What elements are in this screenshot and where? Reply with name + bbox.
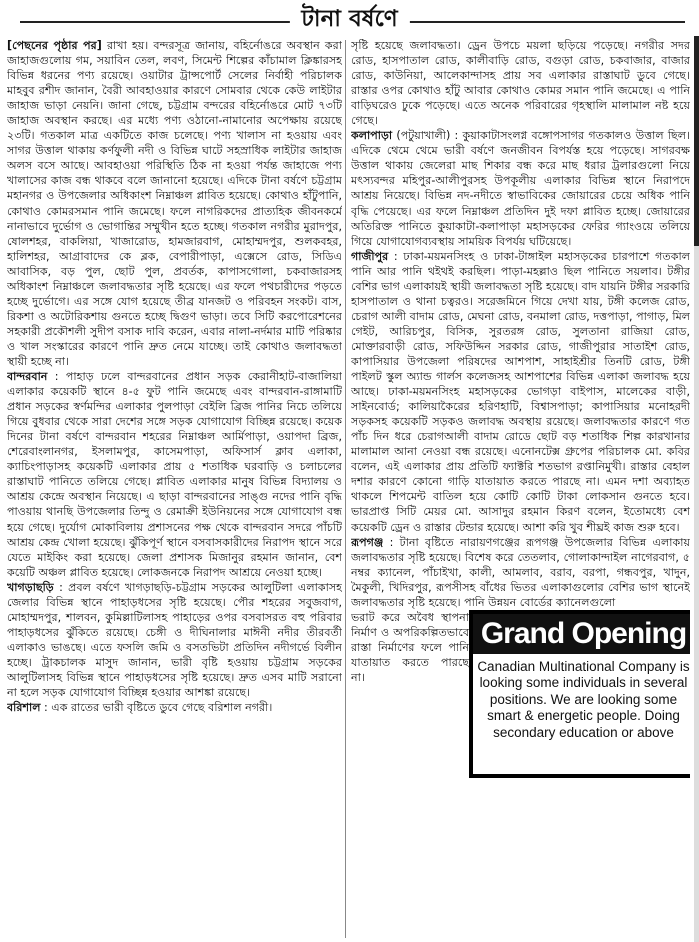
- paragraph: [7, 700, 342, 715]
- adjacent-page-edge: [694, 36, 699, 942]
- paragraph-text: রাখা হয়। বন্দরসূত্র জানায়, বহির্নোঙরে অবস্থান করা জাহাজগুলোয় গম, সয়াবিন তেল, লবণ, সিমেন্ট শিল্পের কাঁচামাল ক্লিঙ্কারসহ বিভিন্ন ধরনের পণ্য রয়েছে। ওয়াটার ট্রান্সপোর্ট সেলের নির্বাহী পরিচালক মাহবুব রশীদ জানান, বৈরী আবহাওয়ার কারণে সোমবার থেকে কেউ লাইটার জাহাজ ভাড়া নেয়নি। জানা গেছে, চট্টগ্রাম বন্দরের বহির্নোঙরে মোট ৭৩টি জাহাজ অবস্থান করছে। এর মধ্যে পণ্য ওঠানো-নামানোর অপেক্ষায় রয়েছে ২৩টি। গতকাল মাত্র একটিতে কাজ চলেছে। পণ্য খালাস না হওয়ায় এবং সাগর উত্তাল থাকায় কর্ণফুলী নদী ও বিভিন্ন ঘাটে সহস্রাধিক লাইটার জাহাজ অলস বসে আছে। আবহাওয়া পরিস্থিতি ঠিক না হওয়া পর্যন্ত জাহাজে পণ্য খালাসের কাজ বন্ধ থাকবে বলে জানানো হয়েছে। এদিকে টানা বর্ষণে চট্টগ্রাম মহানগর ও উপজেলার অধিকাংশ নিম্নাঞ্চল প্লাবিত হয়েছে। কোথাও হাঁটুপানি, কোথাও কোমরসমান পানি জমেছে। ফলে নাগরিকদের প্রাত্যহিক জীবনকর্মে নানাভাবে দুর্ভোগ ও ভোগান্তির সম্মুখীন হতে হচ্ছে। গতকাল নগরীর মুরাদপুর, ষোলশহর, বাকলিয়া, খাজারোড, হামজারবাগ, মোহাম্মদপুর, শুলকবহর, হালিশহর, আগ্রাবাদের কে ব্লক, বেপারীপাড়া, এক্সেসে রোড, সিডিএ আবাসিক, বড় পুল, ছোট পুল, প্রবর্তক, কাপাসগোলা, চকবাজারসহ অধিকাংশ নিম্নাঞ্চলে জলাবদ্ধতার সৃষ্টি হয়েছে। এর ফলে পথচারীদের পড়তে হচ্ছে দুর্ভোগে। এর সঙ্গে যোগ হয়েছে তীব্র যানজট ও পরিবহন সংকট। বাস, রিকশা ও অটোরিকশায় গুনতে হচ্ছে দ্বিগুণ ভাড়া। তবে সিটি করপোরেশনের সহকারী প্রকৌশলী সুদীপ বসাক দাবি করেন, এবার নালা-নর্দমার মাটি পরিষ্কার ও খাল সংস্কারের কারণে পানি দ্রুত নেমে যাচ্ছে। তাই কোথাও জলাবদ্ধতা স্থায়ী হচ্ছে না।: [7, 39, 342, 368]
- paragraph-text: : পাহাড় ঢলে বান্দরবানের প্রধান সড়ক কেরানীহাট-বাজালিয়া এলাকার কয়েকটি স্থানে ৪-৫ ফুট পানি জমেছে এবং বান্দরবান-রাঙ্গামাটি প্রধান সড়কের স্বর্ণমন্দির এলাকার পুলপাড়া বেইলি ব্রিজ পানির নিচে তলিয়ে গিয়ে বুধবার থেকে সারা দেশের সঙ্গে সড়ক যোগাযোগ বিচ্ছিন্ন রয়েছে। কয়েক দিনের টানা বর্ষণে বান্দরবান শহরের নিম্নাঞ্চল আর্মিপাড়া, ওয়াপদা ব্রিজ, শেরেবাংলানগর, ইসলামপুর, কাসেমপাড়া, অফিসার্স ক্লাব এলাকা, ক্যাচিংপাড়াসহ কয়েকটি এলাকার প্রায় ৫ শতাধিক ঘরবাড়ি ও চলাচলের রাস্তাঘাট পানিতে তলিয়ে গেছে। প্লাবিত এলাকার মানুষ বিভিন্ন বিদ্যালয় ও আশ্রয় কেন্দ্রে অবস্থান নিয়েছে। এ ছাড়া বান্দরবানের সাঙ্গু নদের পানি বৃদ্ধি পাওয়ায় থানছি উপজেলার তিন্দু ও রেমাক্রী ইউনিয়নের সঙ্গে যোগাযোগ বন্ধ হয়ে গেছে। দুর্যোগ মোকাবিলায় প্রশাসনের পক্ষ থেকে বান্দরবান সদরে পাঁচটি আশ্রয় কেন্দ্র খোলা হয়েছে। ঝুঁকিপূর্ণ স্থানে বসবাসকারীদের নিরাপদ স্থানে সরে যেতে মাইকিং করা হয়েছে। জেলা প্রশাসক মিজানুর রহমান জানান, বেশ কয়েটি অঞ্চল প্লাবিত হয়েছে। লোকজনকে নিরাপদ আশ্রয়ে নেওয়া হচ্ছে।: [7, 370, 342, 579]
- paragraph: [7, 38, 342, 369]
- paragraph-text: সৃষ্টি হয়েছে জলাবদ্ধতা। ড্রেন উপচে ময়লা ছড়িয়ে পড়েছে। নগরীর সদর রোড, হাসপাতাল রোড, কালীবাড়ি রোড, বগুড়া রোড, চকবাজার, বাজার রোড, কাউনিয়া, আলেকান্দাসহ প্রায় সব এলাকার রাস্তাঘাট ডুবে গেছে। রাস্তার ওপর কোথাও হাঁটু আবার কোথাও কোমর সমান পানি জমেছে। এ পানি বাড়িঘরেও ঢুকে পড়েছে। এতে অনেক পরিবারের গৃহস্থালি মালামাল নষ্ট হয়ে গেছে।: [351, 39, 690, 128]
- final-row: [351, 610, 690, 760]
- paragraph-text: : টানা বৃষ্টিতে নারায়ণগঞ্জের রূপগঞ্জ উপজেলার বিভিন্ন এলাকায় জলাবদ্ধতার সৃষ্টি হয়েছে। বিশেষ করে তেতলাব, গোলাকান্দাইল নাগেরবাগ, ৫ নম্বর ক্যানেল, পাঁচাইখা, কালী, আমলাব, বরাব, বরপা, গন্ধবপুর, খাদুন, মৈকুলী, খিদিরপুর, রূপসীসহ বাঁধের ভিতর এলাকাগুলোর বেশির ভাগ স্থানেই জলাবদ্ধতার সৃষ্টি হয়েছে। পানি উন্নয়ন বোর্ডের ক্যানেলগুলো: [351, 535, 690, 609]
- page-title: টানা বর্ষণে: [289, 2, 409, 36]
- article-tail-text: ভরাট করে অবৈধ স্থাপনা নির্মাণ ও অপরিকল্পিতভাবে রাস্তা নির্মাণের ফলে পানি যাতায়াত করতে পারছে না।: [351, 610, 469, 684]
- paragraph: [351, 535, 690, 610]
- dateline: [পেছনের পৃষ্ঠার পর]: [7, 39, 102, 52]
- dateline: খাগড়াছড়ি: [7, 580, 54, 594]
- dateline: বান্দরবান: [7, 370, 48, 384]
- dateline: কলাপাড়া: [351, 129, 393, 143]
- paragraph-text: (পটুয়াখালী) : কুয়াকাটাসংলগ্ন বঙ্গোপসাগর গতকালও উত্তাল ছিল। এদিকে থেমে থেমে ভারী বর্ষণে জনজীবন বিপর্যস্ত হয়ে পড়েছে। সাগরবক্ষ উত্তাল থাকায় জেলেরা মাছ শিকার বন্ধ করে মাছ ধরার ট্রলারগুলো নিয়ে মৎস্যবন্দর মহিপুর-আলীপুরসহ উপকূলীয় এলাকার বিভিন্ন স্থানে নিরাপদে আশ্রয় নিয়েছে। বিভিন্ন নদ-নদীতে স্বাভাবিকের জোয়ারের চেয়ে অধিক পানি বৃদ্ধি পেয়েছে। এর ফলে নিম্নাঞ্চল প্রতিদিন দুই দফা প্লাবিত হচ্ছে। জোয়ারের অতিরিক্ত পানিতে কুয়াকাটা-কলাপাড়া মহাসড়কের ফেরির গ্যাংওয়ে তলিয়ে গিয়ে যোগাযোগব্যবস্থায় সাময়িক বিপর্যয় ঘটিয়েছে।: [351, 129, 690, 248]
- right-column-body: [351, 38, 690, 610]
- paragraph: [7, 580, 342, 700]
- paragraph: [7, 369, 342, 580]
- paragraph-text: : ঢাকা-ময়মনসিংহ ও ঢাকা-টাঙ্গাইল মহাসড়কের চারপাশে গতকাল পানি আর পানি থইথই করছিল। পাড়া-মহল্লাও ছিল পানিতে সয়লাব। টঙ্গীর বেশির ভাগ এলাকায়ই স্থায়ী জলাবদ্ধতা সৃষ্টি হয়েছে। বাদ যায়নি টঙ্গীর সরকারি হাসপাতাল ও থানা চত্বরও। সরেজমিনে গিয়ে দেখা যায়, টঙ্গী কলেজ রোড, চেরাগ আলী বাদাম রোড, মেঘনা রোড, বনমালা রোড, দত্তপাড়া, পাগাড়, মিল গেইট, আরিচপুর, বিসিক, সুরতরঙ্গ রোড, সুলতানা রাজিয়া রোড, মোক্তারবাড়ী রোড, সফিউদ্দিন সরকার রোড, গাজীপুরার সাতাইশ রোড, কাপাসিয়ার উপজেলা পরিষদের আশপাশ, সাহাইশ্রীর তিনটি রোড, টঙ্গী পাইলট স্কুল অ্যান্ড গার্লস কলেজসহ আশপাশের বিভিন্ন এলাকা জলাবদ্ধ হয়ে আছে। ঢাকা-ময়মনসিংহ মহাসড়কের ভোগড়া বাইপাস, মালেকের বাড়ী, সাইনবোর্ড; কালিয়াকৈরের হরিণহাটি, বিশ্বাসপাড়া; কাপাসিয়ার মনোহরদী সড়কসহ কয়েকটি সড়কও জলাবদ্ধ অবস্থায় রয়েছে। জলাবদ্ধতার কারণে গত পাঁচ দিন ধরে চেরাগআলী বাদাম রোডে ছোট বড় শতাধিক শিল্প কারখানার মালামাল আনা নেওয়া বন্ধ রয়েছে। এনোনটেক্স গ্রুপের পরিচালক মো. কবির বলেন, এই এলাকার প্রায় প্রতিটি ফ্যাক্টরি শতভাগ রপ্তানিমুখী। রাস্তার বেহাল দশার কারণে কোনো গাড়ি যাতায়াত করতে পারছে না। এমন দশা অব্যাহত থাকলে শিপমেন্ট বাতিল হয়ে কোটি কোটি টাকা লোকসান গুনতে হবে। ভারপ্রাপ্ত সিটি মেয়র মো. আসাদুর রহমান কিরণ বলেন, ইতোমধ্যে বেশ কয়েকটি ড্রেন ও রাস্তার টেন্ডার হয়েছে। আশা করি খুব শীঘ্রই কাজ শুরু হবে।: [351, 249, 690, 534]
- ad-banner: Grand Opening: [473, 614, 690, 654]
- dateline: রূপগঞ্জ: [351, 535, 384, 549]
- paragraph: [351, 128, 690, 248]
- grand-opening-ad: [469, 610, 690, 778]
- left-column: [7, 38, 342, 938]
- right-column: [351, 38, 690, 938]
- paragraph: [351, 249, 690, 535]
- paragraph-text: : এক রাতের ভারী বৃষ্টিতে ডুবে গেছে বরিশাল নগরী।: [40, 701, 273, 715]
- dateline: গাজীপুর: [351, 249, 389, 263]
- column-divider: [345, 40, 346, 938]
- dateline: বরিশাল: [7, 701, 41, 715]
- ad-body: Canadian Multinational Company is looking some individuals in several positions. We are looking some smart & energetic people. Doing secondary education or above: [477, 658, 690, 740]
- paragraph: [351, 38, 690, 128]
- page-header: [0, 0, 699, 36]
- paragraph-text: : প্রবল বর্ষণে খাগড়াছড়ি-চট্টগ্রাম সড়কের আলুটিলা এলাকাসহ জেলার বিভিন্ন স্থানে পাহাড়ধসের সৃষ্টি হয়েছে। পৌর শহরের সবুজবাগ, মোহাম্মদপুর, শালবন, কুমিল্লাটিলাসহ পাহাড়ের ওপর বসবাসরত বহু পরিবার পাহাড়ধসের ঝুঁকিতে রয়েছে। চেঙ্গী ও দীঘিনালার মাঈনী নদীর তীরবর্তী এলাকাও ভাঙছে। এতে ফসলি জমি ও বসতভিটা প্রতিদিন নদীগর্ভে বিলীন হচ্ছে। ট্রাকচালক মাসুদ জানান, ভারী বৃষ্টি হওয়ায় চট্টগ্রাম সড়কের আলুটিলাসহ বিভিন্ন স্থানে পাহাড়ধসের সৃষ্টি হয়েছে। দ্রুত এসব মাটি সরানো না হলে সড়ক যোগাযোগ বিচ্ছিন্ন হওয়ার আশঙ্কা রয়েছে।: [7, 580, 342, 700]
